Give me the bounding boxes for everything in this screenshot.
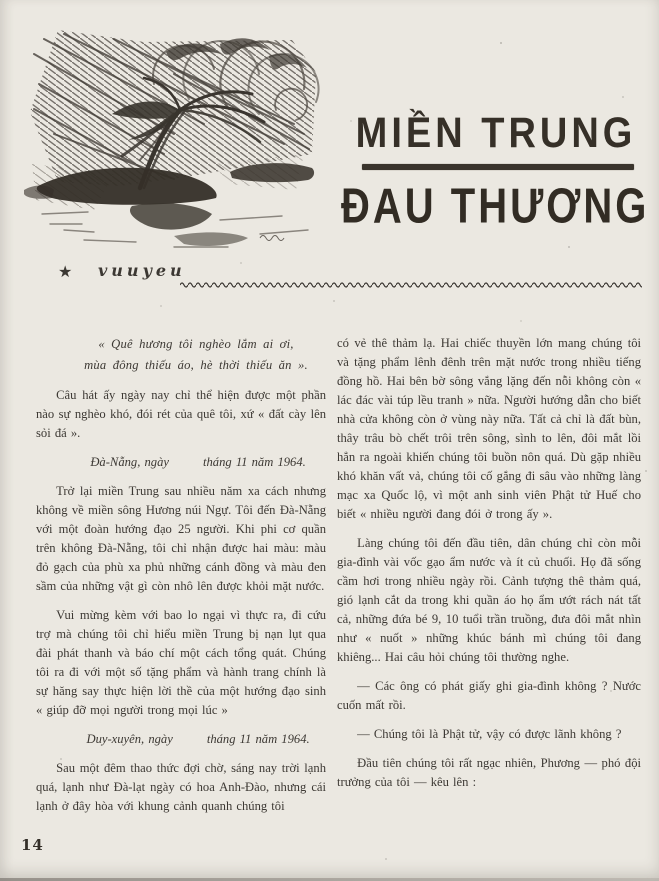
wavy-rule-icon xyxy=(180,280,642,290)
dialogue-line: — Chúng tôi là Phật tử, vậy có được lãnh không ? xyxy=(357,727,622,741)
page-number: 14 xyxy=(21,836,44,854)
left-text-column xyxy=(36,334,326,826)
quote-line: mùa đông thiếu áo, hè thời thiếu ăn ». xyxy=(84,358,308,372)
dateline-date: tháng 11 năm 1964. xyxy=(206,732,310,746)
quote-line: « Quê hương tôi nghèo lắm ai ơi, xyxy=(98,337,294,351)
page-title-line1: MIỀN TRUNG xyxy=(355,110,637,158)
dateline-da-nang xyxy=(36,453,326,472)
opening-folk-quote xyxy=(36,334,326,376)
paragraph: Trở lại miền Trung sau nhiều năm xa cách nhưng không về miền sông Hương núi Ngự. Tôi đến Đà-Nẵng với một đoàn hướng đạo 25 người. Khi phi cơ quần trên không Đà-Nẵng, tôi chỉ nhận được hai màu: màu đỏ gạch của phù xa phủ những cánh đồng và màu đen sầm của những vật gì còn nhô lên được khỏi mặt nước. xyxy=(36,484,326,593)
right-text-column xyxy=(337,334,641,802)
dialogue-line: — Các ông có phát giấy ghi gia-đình không ? Nước cuốn mất rồi. xyxy=(337,679,641,712)
paragraph: Vui mừng kèm với bao lo ngại vì thực ra, đi cứu trợ mà chúng tôi chỉ hiểu miền Trung bị nạn lụt qua đài phát thanh và báo chí một cách tổng quát. Chúng tôi ra đi với một số tặng phẩm và hành trang chính là sự hăng say thực hiện lời thề của một hướng đạo sinh « giúp đỡ mọi người trong mọi lúc » xyxy=(36,608,326,717)
paragraph: Làng chúng tôi đến đầu tiên, dân chúng chỉ còn mỗi gia-đình vài vốc gạo ẩm nước và ít củ chuối. Họ đã sống cầm hơi trong nhiều ngày rồi. Cảnh tượng thê thảm quá, gió lạnh cắt da trong khi quần áo họ ẩm ướt rách nát tất cả, những đứa bé 9, 10 tuổi trần truồng, đưa đôi mắt nhìn như « nuốt » những khúc bánh mì chúng tôi đang khiêng... Hai câu hỏi chúng tôi thường nghe. xyxy=(337,536,641,664)
dateline-place: Duy-xuyên, ngày xyxy=(86,732,173,746)
byline-author-name: vuuyeu xyxy=(98,261,186,280)
paragraph: Câu hát ấy ngày nay chỉ thể hiện được một phần nào sự nghèo khó, đói rét của quê tôi, xứ « đất cày lên sỏi đá ». xyxy=(36,388,326,440)
dateline-duy-xuyen xyxy=(36,730,326,749)
title-divider-rule xyxy=(362,164,634,170)
paragraph: Đầu tiên chúng tôi rất ngạc nhiên, Phương — phó đội trưởng của tôi — kêu lên : xyxy=(337,756,641,789)
storm-palm-illustration xyxy=(24,14,320,250)
scan-speckles xyxy=(0,0,2,2)
paragraph: Sau một đêm thao thức đợi chờ, sáng nay trời lạnh quá, lạnh như Đà-lạt ngày có hoa Anh-Đào, nhưng cái lạnh ở đây hòa với khung cảnh quanh chúng tôi xyxy=(36,761,326,813)
storm-palm-ink-drawing-icon xyxy=(24,14,320,250)
paragraph: có vẻ thê thảm lạ. Hai chiếc thuyền lớn mang chúng tôi và tặng phẩm lênh đênh trên mặt nước trong nhiều tiếng đồng hồ. Hai bên bờ sông vắng lặng đến nỗi không còn « lác đác vài túp lều tranh » nữa. Người hướng dẫn cho biết nhà cửa không còn ở vùng này nữa. Tất cả chỉ là đất bùn, thây trâu bò chết trôi trên sông, sình to lên, đôi mắt lồi hẳn ra ngoài khiến chúng tôi buồn nôn quá. Dù gặp nhiều khó khăn vất vả, chúng tôi cố gắng đi sâu vào những làng mạc xa Quốc lộ, vì một anh sinh viên Phật tử Huế cho biết « nhiều người đang đói ở trong ấy ». xyxy=(337,336,641,521)
page-title-line2: ĐAU THƯƠNG xyxy=(341,180,650,234)
dateline-place: Đà-Nẵng, ngày xyxy=(90,455,169,469)
star-icon: ★ xyxy=(58,264,73,281)
dateline-date: tháng 11 năm 1964. xyxy=(202,455,306,469)
